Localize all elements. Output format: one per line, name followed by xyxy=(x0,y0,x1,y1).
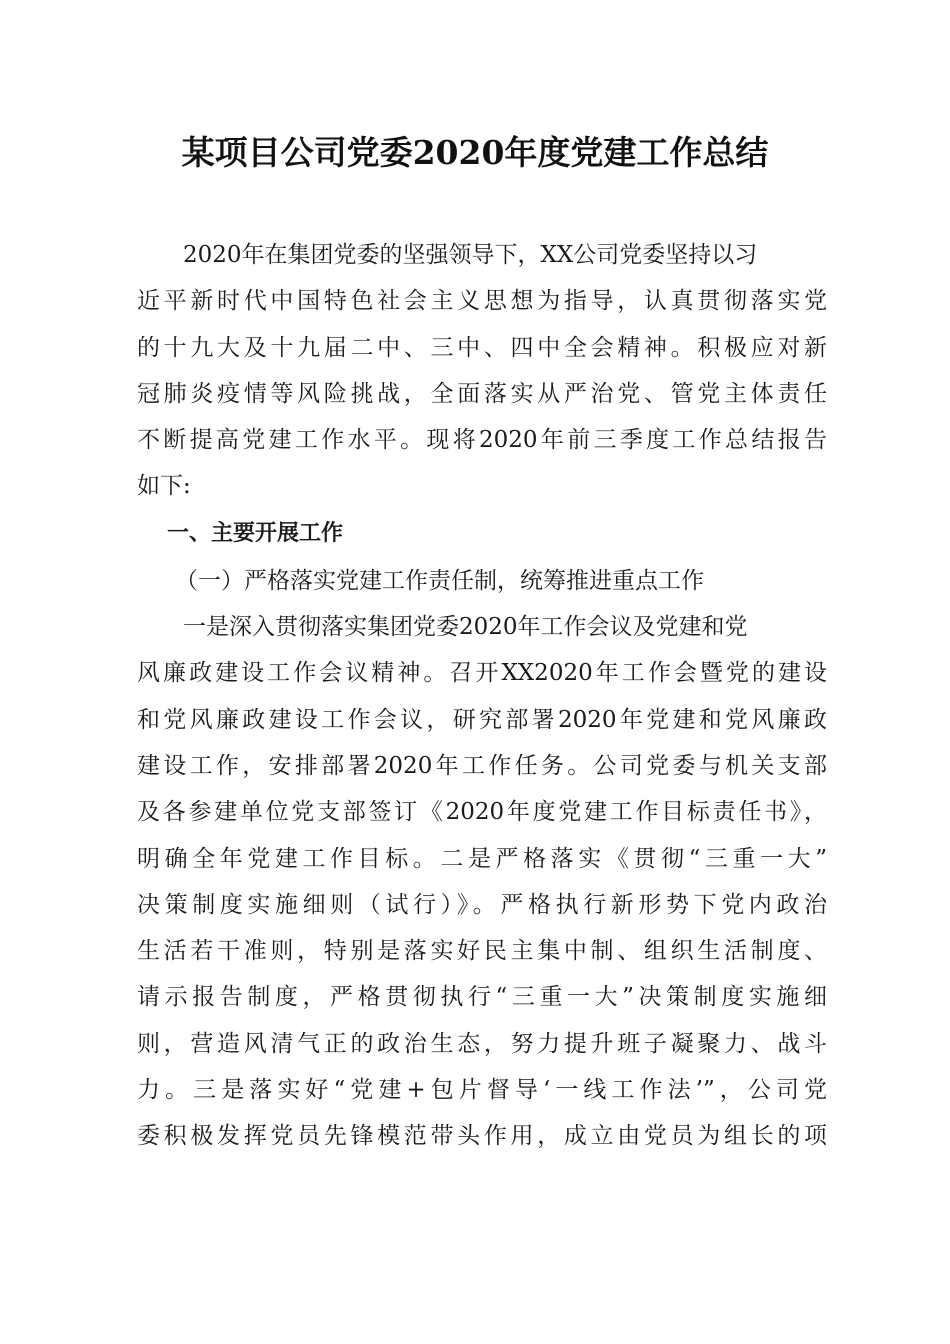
paragraph-line: 如下: xyxy=(137,473,191,500)
subsection-heading: （一）严格落实党建工作责任制，统筹推进重点工作 xyxy=(175,567,704,594)
paragraph-line: 冠肺炎疫情等风险挑战，全面落实从严治党、管党主体责任 xyxy=(137,380,827,407)
paragraph-line: 则，营造风清气正的政治生态，努力提升班子凝聚力、战斗 xyxy=(137,1030,827,1057)
section-heading: 一、主要开展工作 xyxy=(167,520,344,546)
paragraph-line: 及各参建单位党支部签订《2020年度党建工作目标责任书》， xyxy=(137,799,827,826)
paragraph-line: 明确全年党建工作目标。二是严格落实《贯彻“三重一大” xyxy=(137,845,827,872)
paragraph-line: 的十九大及十九届二中、三中、四中全会精神。积极应对新 xyxy=(137,334,827,361)
paragraph-line: 不断提高党建工作水平。现将2020年前三季度工作总结报告 xyxy=(137,427,827,454)
document-body xyxy=(137,232,827,1160)
paragraph-line: 风廉政建设工作会议精神。召开XX2020年工作会暨党的建设 xyxy=(137,660,827,687)
paragraph-line: 和党风廉政建设工作会议，研究部署2020年党建和党风廉政 xyxy=(137,706,827,733)
paragraph-line: 2020年在集团党委的坚强领导下，XX公司党委坚持以习 xyxy=(183,242,758,268)
document-title: 某项目公司党委2020年度党建工作总结 xyxy=(181,133,769,172)
paragraph-line: 委积极发挥党员先锋模范带头作用，成立由党员为组长的项 xyxy=(137,1123,827,1150)
paragraph-line: 请示报告制度，严格贯彻执行“三重一大”决策制度实施细 xyxy=(137,984,827,1011)
paragraph-line: 近平新时代中国特色社会主义思想为指导，认真贯彻落实党 xyxy=(137,288,827,315)
paragraph-line: 决策制度实施细则（试行）》。严格执行新形势下党内政治 xyxy=(137,891,827,918)
paragraph-line: 一是深入贯彻落实集团党委2020年工作会议及党建和党 xyxy=(183,614,748,641)
paragraph-line: 生活若干准则，特别是落实好民主集中制、组织生活制度、 xyxy=(137,938,827,965)
paragraph-line: 建设工作，安排部署2020年工作任务。公司党委与机关支部 xyxy=(137,752,827,779)
paragraph-line: 力。三是落实好“党建+包片督导‘一线工作法’”，公司党 xyxy=(137,1077,827,1104)
